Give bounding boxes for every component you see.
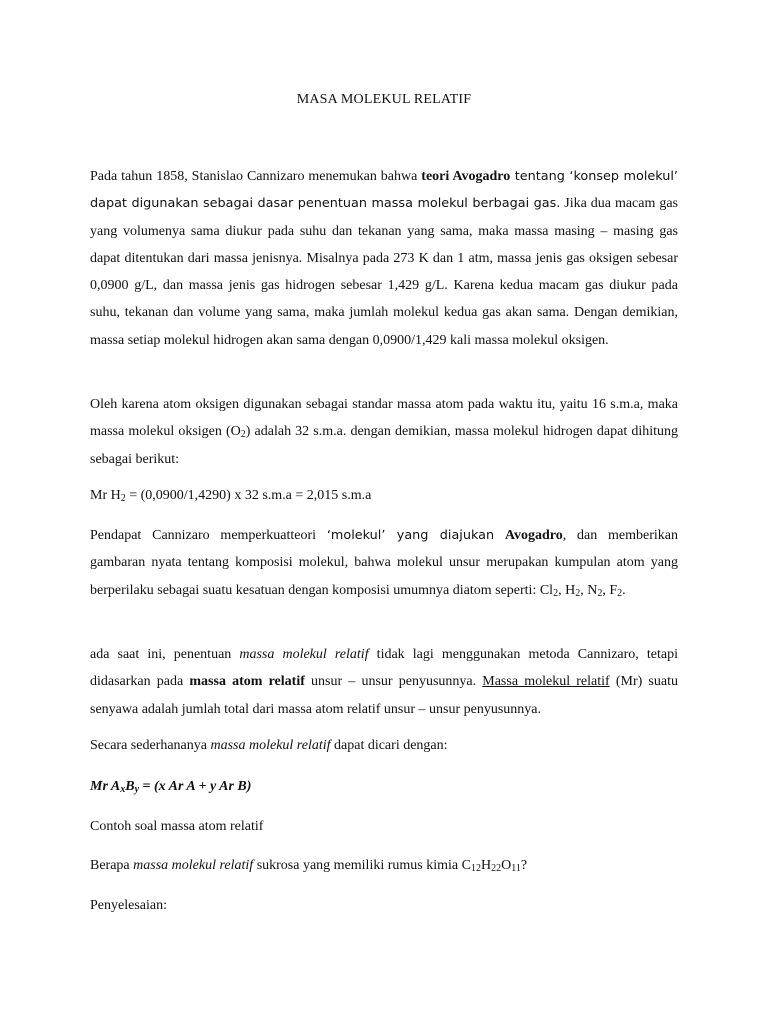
- text-run: tidak lagi menggunakan metoda Cannizaro, tetapi didasarkan pada: [90, 647, 678, 690]
- paragraph-simple-method: [90, 732, 678, 759]
- text-run: (Mr) suatu senyawa adalah jumlah total dari massa atom relatif unsur – unsur penyusunnya.: [90, 674, 678, 717]
- text-run: B: [125, 779, 135, 794]
- text-run: ada saat ini, penentuan: [90, 647, 240, 662]
- text-run: O: [501, 858, 512, 873]
- text-run: , H: [558, 582, 576, 598]
- bold-term: massa atom relatif: [189, 674, 305, 690]
- paragraph-cannizaro-opinion: [90, 522, 678, 604]
- formula-mr: [90, 773, 678, 800]
- text-run: dapat dicari dengan:: [330, 738, 448, 753]
- text-run: Jika dua macam gas yang volumenya sama diukur pada suhu dan tekanan yang sama, maka massa masing – masing gas dapat ditentukan dari massa jenisnya. Misalnya pada 273 K dan 1 atm, massa jenis gas oksigen sebesar 0,0900 g/L, dan massa jenis gas hidrogen sebesar 1,429 g/L. Karena kedua macam gas diukur pada suhu, tekanan dan volume yang sama, maka jumlah molekul kedua gas akan sama. Dengan demikian, massa setiap molekul hidrogen akan sama dengan 0,0900/1,429 kali massa molekul oksigen.: [90, 196, 678, 348]
- text-run: = (0,0900/1,4290) x 32 s.m.a = 2,015 s.m.a: [125, 488, 372, 503]
- paragraph-definition-mr: [90, 641, 678, 723]
- subscript: 2: [617, 587, 623, 599]
- text-run: Mr H: [90, 488, 121, 503]
- subscript: 2: [575, 587, 581, 599]
- subscript: 11: [511, 863, 521, 874]
- text-run: unsur – unsur penyusunnya.: [304, 674, 483, 690]
- subscript: 2: [553, 587, 559, 599]
- bold-term-avogadro: teori Avogadro: [421, 169, 511, 184]
- underlined-term: Massa molekul relatif: [482, 674, 610, 690]
- text-run-sans: tentang ‘konsep molekul’ dapat digunakan sebagai dasar penentuan massa molekul berbagai gas.: [90, 169, 679, 212]
- text-run: Mr A: [90, 779, 121, 794]
- page-title: MASA MOLEKUL RELATIF: [296, 92, 472, 107]
- subscript: 2: [597, 587, 603, 599]
- text-run-sans: ‘molekul’ yang diajukan: [326, 528, 495, 543]
- equation-mr-h2: [90, 482, 678, 509]
- text-run: , N: [580, 582, 598, 598]
- bold-term-avogadro: Avogadro: [504, 528, 563, 543]
- subscript: y: [134, 784, 140, 795]
- text-run: Pendapat Cannizaro memperkuatteori: [90, 528, 327, 543]
- subscript: 2: [120, 493, 126, 504]
- text-run: ) adalah 32 s.m.a. dengan demikian, massa molekul hidrogen dapat dihitung sebagai berikut:: [90, 424, 679, 467]
- text-run: Secara sederhananya: [90, 738, 211, 753]
- text-run: .: [622, 582, 626, 598]
- italic-term: massa molekul relatif: [210, 738, 331, 753]
- paragraph-oxygen-standard: [90, 391, 678, 473]
- example-question: [90, 852, 678, 879]
- paragraph-cannizaro-history: [90, 163, 678, 354]
- italic-term: massa molekul relatif: [239, 647, 369, 662]
- text-run: Oleh karena atom oksigen digunakan sebagai standar massa atom pada waktu itu, yaitu 16 s.m.a, maka massa molekul oksigen (O: [90, 397, 678, 440]
- italic-term: massa molekul relatif: [133, 858, 254, 873]
- text-run: Pada tahun 1858, Stanislao Cannizaro menemukan bahwa: [90, 169, 422, 184]
- text-run: sukrosa yang memiliki rumus kimia C: [253, 858, 471, 873]
- subscript: 12: [470, 863, 481, 874]
- subscript: 2: [240, 429, 246, 441]
- text-run: , dan memberikan gambaran nyata tentang komposisi molekul, bahwa molekul unsur merupakan kumpulan atom yang berperilaku sebagai suatu kesatuan dengan komposisi umumnya diatom seperti: Cl: [90, 528, 679, 598]
- text-run: H: [480, 858, 492, 873]
- subscript: 22: [491, 863, 502, 874]
- example-heading: Contoh soal massa atom relatif: [90, 819, 264, 834]
- text-run: , F: [602, 582, 618, 598]
- solution-label: Penyelesaian:: [90, 898, 167, 913]
- text-run: Berapa: [90, 858, 134, 873]
- text-run: = (x Ar A + y Ar B): [139, 779, 252, 794]
- text-run: ?: [520, 858, 528, 873]
- subscript: x: [120, 784, 126, 795]
